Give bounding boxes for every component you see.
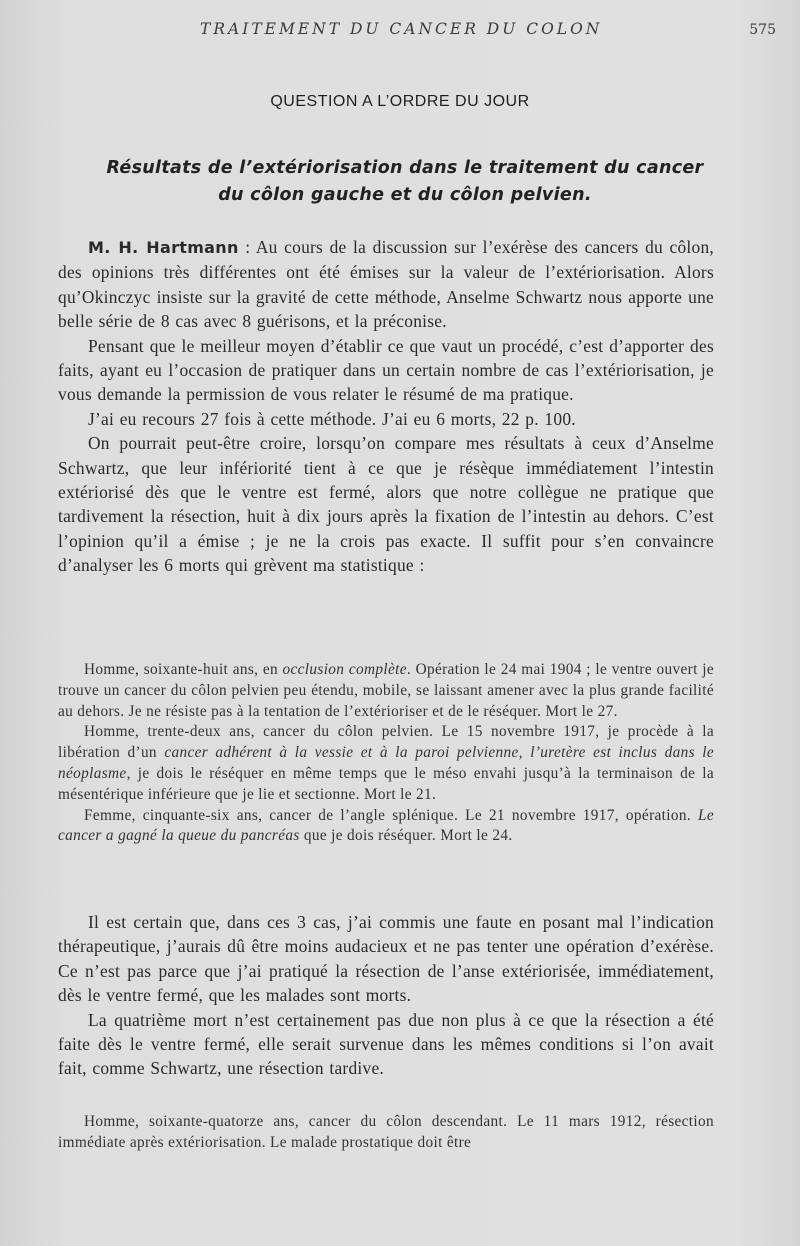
discussion-section <box>58 910 714 1081</box>
case-2-text-b: , je dois le réséquer en même temps que le méso envahi jusqu’à la terminaison de la mésentérique inférieure que je lie et sectionne. Mort le 21. <box>58 764 714 803</box>
intro-paragraph-1-text: : Au cours de la discussion sur l’exérèse des cancers du côlon, des opinions très différentes ont été émises sur la valeur de l’extériorisation. Alors qu’Okinczyc insiste sur la gravité de cette méthode, Anselme Schwartz nous apporte une belle série de 8 cas avec 8 guérisons, et la préconise. <box>58 237 714 332</box>
article-title-line-1: Résultats de l’extériorisation dans le traitement du cancer <box>106 158 704 178</box>
case-3-text-b: que je dois réséquer. Mort le 24. <box>299 827 513 845</box>
section-heading: QUESTION A L’ORDRE DU JOUR <box>270 93 530 110</box>
case-1-text-a: Homme, soixante-huit ans, en <box>84 661 283 678</box>
article-title-line-2: du côlon gauche et du côlon pelvien. <box>218 185 592 205</box>
page-number: 575 <box>749 22 776 38</box>
case-report-1 <box>58 660 714 722</box>
case-1-emphasis: occlusion complète <box>282 661 407 678</box>
intro-paragraph-4: On pourrait peut-être croire, lorsqu’on compare mes résultats à ceux d’Anselme Schwartz, que leur infériorité tient à ce que je résèque immédiatement l’intestin extériorisé dès que le ventre est fermé, alors que notre collègue ne pratique que tardivement la résection, huit à dix jours après la fixation de l’intestin au dehors. C’est l’opinion qu’il a émise ; je ne la crois pas exacte. Il suffit pour s’en convaincre d’analyser les 6 morts qui grèvent ma statistique : <box>58 433 714 576</box>
case-report-4: Homme, soixante-quatorze ans, cancer du côlon descendant. Le 11 mars 1912, résection immédiate après extériorisation. Le malade prostatique doit être <box>58 1113 714 1151</box>
intro-paragraph-3: J’ai eu recours 27 fois à cette méthode. J’ai eu 6 morts, 22 p. 100. <box>88 408 576 429</box>
case-3-text-a: Femme, cinquante-six ans, cancer de l’angle splénique. Le 21 novembre 1917, opération. <box>84 806 698 824</box>
case-reports <box>58 660 714 847</box>
speaker-name: M. H. Hartmann <box>88 238 239 257</box>
intro-paragraph-2: Pensant que le meilleur moyen d’établir ce que vaut un procédé, c’est d’apporter des faits, ayant eu l’occasion de pratiquer dans un certain nombre de cas l’extériorisation, je vous demande la permission de vous relater le résumé de ma pratique. <box>58 335 714 405</box>
intro-paragraph-1 <box>58 235 714 334</box>
case-1-text-b: . Opération le 24 mai 1904 ; le ventre ouvert je trouve un cancer du côlon pelvien peu étendu, mobile, se laissant amener avec la plus grande facilité au dehors. Je ne résiste pas à la tentation de l’extérioriser et de le réséquer. Mort le 27. <box>58 661 715 720</box>
case-report-2 <box>58 722 714 805</box>
intro-section <box>58 235 714 578</box>
case-report-4-section <box>58 1112 714 1154</box>
case-2-emphasis: cancer adhérent à la vessie et à la paroi pelvienne, l’uretère est inclus dans le néoplasme <box>58 744 714 782</box>
running-title: TRAITEMENT DU CANCER DU COLON <box>200 20 603 38</box>
case-2-text-a: Homme, trente-deux ans, cancer du côlon pelvien. Le 15 novembre 1917, je procède à la libération d’un <box>58 723 714 762</box>
running-header <box>0 20 800 42</box>
case-3-emphasis: Le cancer a gagné la queue du pancréas <box>58 806 714 845</box>
discussion-paragraph-1: Il est certain que, dans ces 3 cas, j’ai commis une faute en posant mal l’indication thérapeutique, j’aurais dû être moins audacieux et ne pas tenter une opération d’exérèse. Ce n’est pas parce que j’ai pratiqué la résection de l’anse extériorisée, immédiatement, dès le ventre fermé, que les malades sont morts. <box>58 912 714 1006</box>
case-report-3 <box>58 806 714 848</box>
discussion-paragraph-2: La quatrième mort n’est certainement pas due non plus à ce que la résection a été faite dès le ventre fermé, elle serait survenue dans les mêmes conditions si l’on avait fait, comme Schwartz, une résection tardive. <box>58 1009 714 1079</box>
article-title <box>40 155 770 209</box>
